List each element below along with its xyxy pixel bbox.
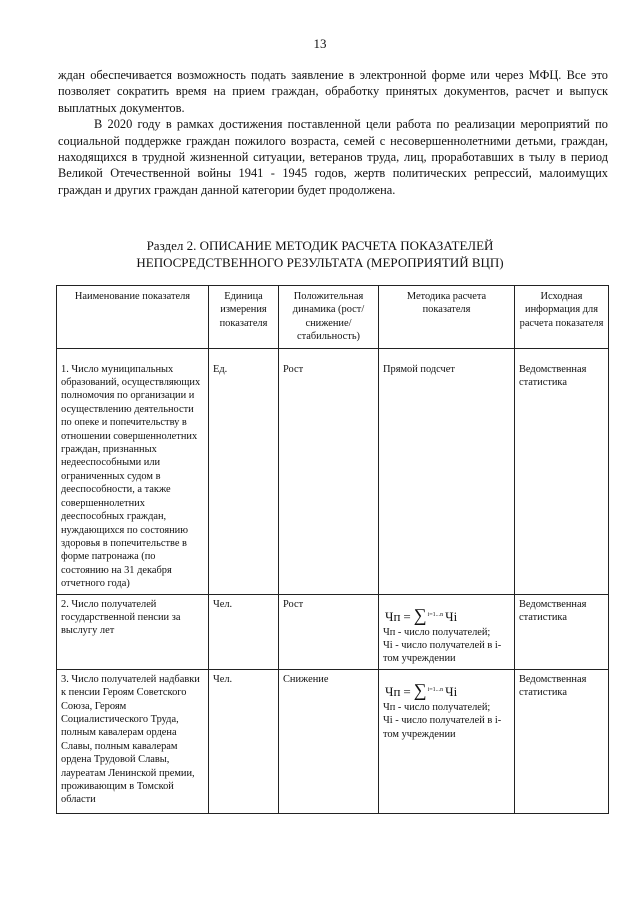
cell-method bbox=[379, 594, 515, 669]
method-line-2: Чi - число получателей в i-том учреждении bbox=[383, 715, 502, 740]
formula-equals: = bbox=[403, 684, 411, 700]
cell-source: Ведомственная статистика bbox=[515, 348, 609, 594]
cell-dynamics: Рост bbox=[279, 348, 379, 594]
cell-unit: Чел. bbox=[209, 669, 279, 813]
cell-dynamics: Снижение bbox=[279, 669, 379, 813]
method-line-2: Чi - число получателей в i-том учреждении bbox=[383, 639, 502, 665]
cell-indicator-name: 1. Число муниципальных образований, осуществляющих полномочия по организации и осуществлению деятельности по опеке и попечительству в отношении совершеннолетних граждан, признанных недееспособными или ограниченных судом в дееспособности, а также совершеннолетних дееспособных граждан, нуждающихся по состоянию здоровья в попечительстве в форме патронажа (по состоянию на 31 декабря отчетного года) bbox=[57, 348, 209, 594]
header-indicator-name: Наименование показателя bbox=[57, 286, 209, 349]
formula-equals: = bbox=[403, 609, 411, 625]
cell-indicator-name: 3. Число получателей надбавки к пенсии Героям Советского Союза, Героям Социалистического Труда, полным кавалерам ордена Славы, полным кавалерам ордена Трудовой Славы, лауреатам Ленинской премии, проживающим в Томской области bbox=[57, 669, 209, 813]
table-row bbox=[57, 348, 609, 594]
formula-term: Чi bbox=[445, 684, 458, 700]
formula bbox=[385, 600, 511, 624]
cell-indicator-name: 2. Число получателей государственной пенсии за выслугу лет bbox=[57, 594, 209, 669]
header-method: Методика расчета показателя bbox=[379, 286, 515, 349]
section-title-line-2: НЕПОСРЕДСТВЕННОГО РЕЗУЛЬТАТА (МЕРОПРИЯТИЙ ВЦП) bbox=[136, 254, 504, 270]
section-title bbox=[0, 238, 640, 271]
table-header-row bbox=[57, 286, 609, 349]
paragraph-1: ждан обеспечивается возможность подать заявление в электронной форме или через МФЦ. Все это позволяет сократить время на прием граждан, обработку принятых документов, расчет и выпуск выплатных документов. bbox=[58, 68, 608, 115]
header-unit: Единица измерения показателя bbox=[209, 286, 279, 349]
cell-source: Ведомственная статистика bbox=[515, 594, 609, 669]
formula-range: i=1...n bbox=[427, 612, 444, 619]
formula bbox=[385, 675, 511, 699]
paragraph-2: В 2020 году в рамках достижения поставленной цели работа по реализации мероприятий по социальной поддержке граждан пожилого возраста, семей с несовершеннолетними детьми, граждан, находящихся в трудной жизненной ситуации, ветеранов труда, лиц, проработавших в тылу в период Великой Отечественной войны 1941 - 1945 годов, жертв политических репрессий, малоимущих граждан и других граждан данной категории будет продолжена. bbox=[58, 117, 608, 197]
body-text bbox=[58, 67, 608, 198]
table-row bbox=[57, 669, 609, 813]
cell-method bbox=[379, 669, 515, 813]
sum-icon: ∑ bbox=[413, 679, 427, 700]
cell-method: Прямой подсчет bbox=[379, 348, 515, 594]
section-title-line-1: Раздел 2. ОПИСАНИЕ МЕТОДИК РАСЧЕТА ПОКАЗАТЕЛЕЙ bbox=[146, 238, 494, 253]
method-line-1: Чп - число получателей; bbox=[383, 626, 491, 638]
header-source: Исходная информация для расчета показателя bbox=[515, 286, 609, 349]
sum-icon: ∑ bbox=[413, 604, 427, 625]
table-row bbox=[57, 594, 609, 669]
header-dynamics: Положительная динамика (рост/снижение/стабильность) bbox=[279, 286, 379, 349]
formula-lhs: Чп bbox=[385, 609, 401, 625]
formula-term: Чi bbox=[445, 609, 458, 625]
page-number: 13 bbox=[313, 36, 327, 51]
method-line-1: Чп - число получателей; bbox=[383, 701, 491, 713]
indicators-table bbox=[56, 285, 609, 814]
formula-lhs: Чп bbox=[385, 684, 401, 700]
cell-dynamics: Рост bbox=[279, 594, 379, 669]
cell-source: Ведомственная статистика bbox=[515, 669, 609, 813]
cell-unit: Чел. bbox=[209, 594, 279, 669]
cell-unit: Ед. bbox=[209, 348, 279, 594]
formula-range: i=1...n bbox=[427, 687, 444, 694]
